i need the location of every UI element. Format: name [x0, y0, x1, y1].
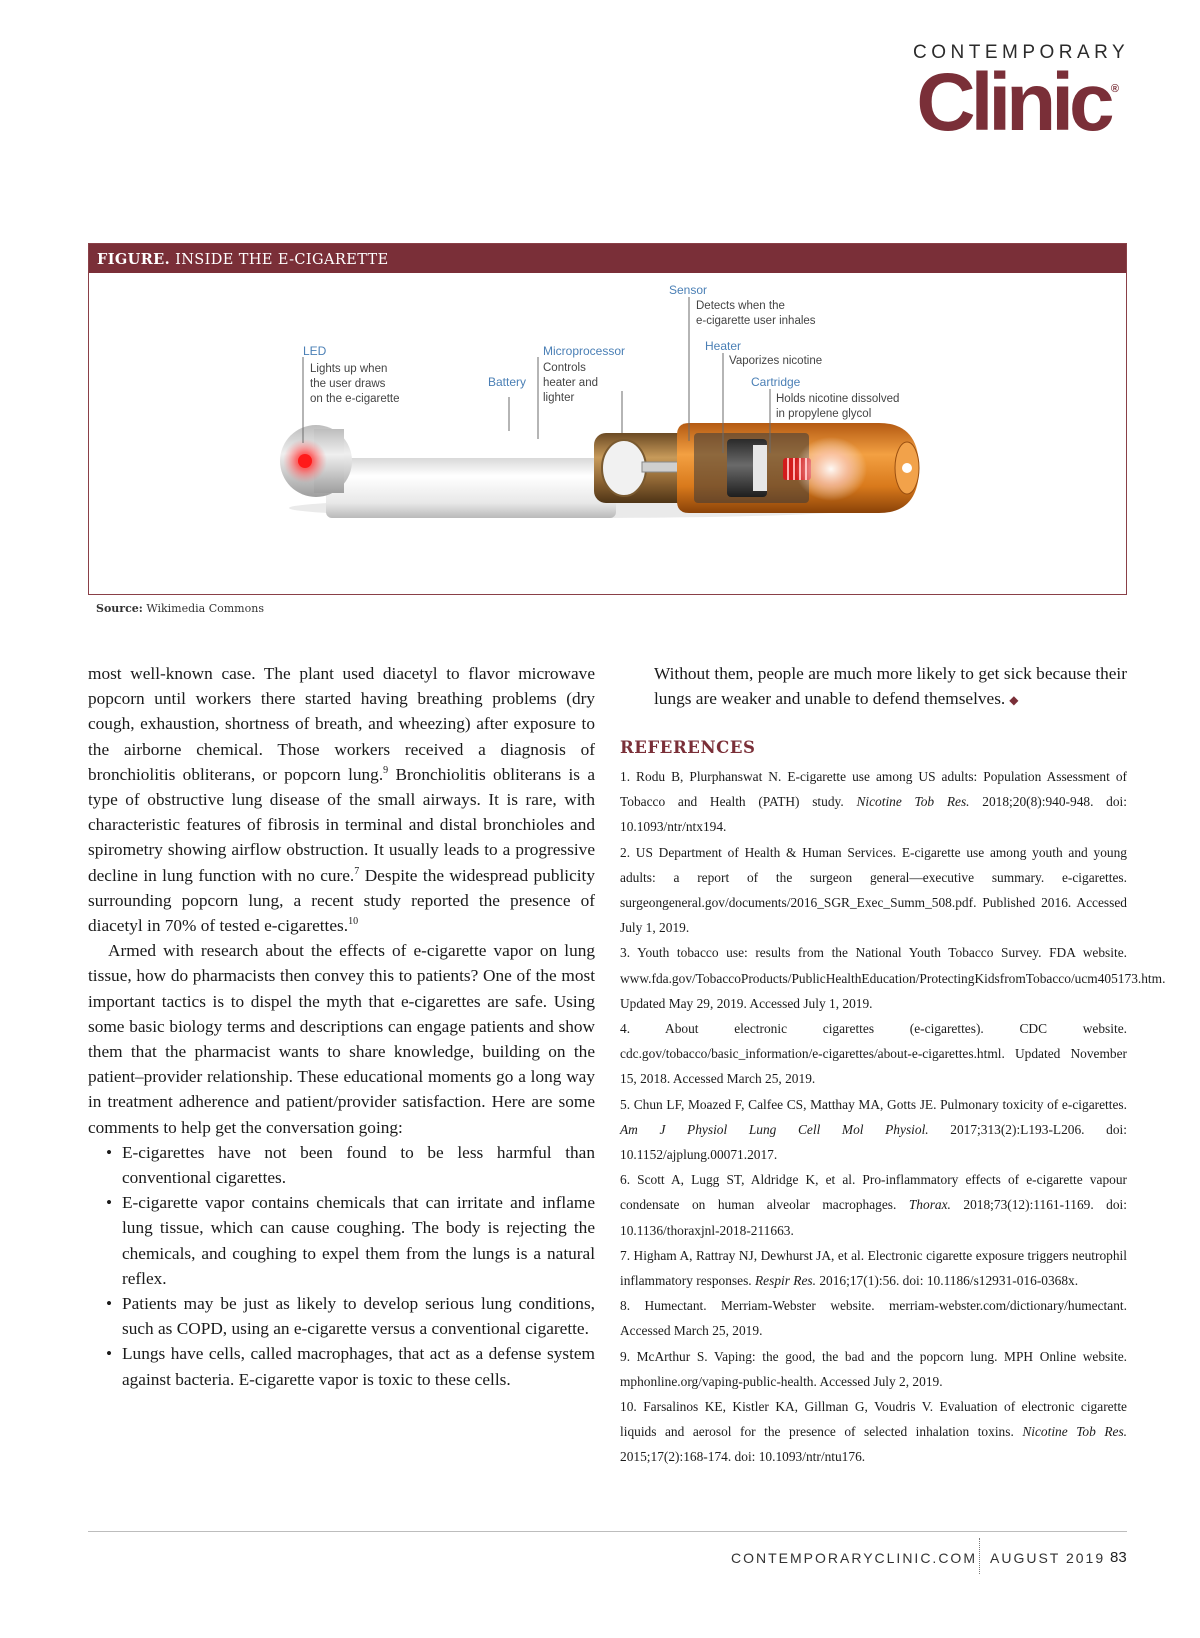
source-label: Source:: [96, 602, 143, 615]
paragraph-text-a: most well-known case. The plant used diacetyl to flavor microwave popcorn until workers there started having breathing problems (dry cough, exhaustion, shortness of breath, and wheezing) after exposure to the airborne chemical. Those workers received a diagnosis of bronchiolitis obliterans, or popcorn lung.: [88, 664, 595, 784]
microprocessor-disc: [602, 440, 646, 496]
mouthpiece-hole: [902, 463, 912, 473]
reference-item: [620, 1243, 1127, 1293]
cartridge-label: Cartridge: [751, 375, 801, 389]
masthead-brand-text: Clinic: [916, 57, 1110, 148]
white-body-tube: [326, 458, 616, 518]
reference-item: [620, 1394, 1127, 1470]
figure-source: [96, 602, 264, 615]
left-column: [88, 661, 595, 1392]
masthead-top-word: CONTEMPORARY: [913, 42, 1130, 63]
bullet-continuation: [620, 661, 1127, 713]
reference-item: [620, 940, 1166, 1016]
reference-journal: Thorax.: [908, 1197, 951, 1213]
reference-text: 2018;20(8):940-948. doi: 10.1093/ntr/ntx194.: [620, 794, 1127, 835]
sensor-desc-line-2: e-cigarette user inhales: [696, 315, 816, 327]
reference-superscript: 9: [383, 765, 389, 777]
paragraph-popcorn-lung: [88, 661, 595, 938]
reference-superscript: 7: [354, 865, 360, 877]
ecigarette-illustration: [280, 423, 919, 518]
list-item: • Lungs have cells, called macrophages, that act as a defense system against bacteria. E-cigarette vapor is toxic to these cells.: [88, 1341, 595, 1391]
led-dot: [298, 454, 312, 468]
reference-text: 2017;313(2):L193-L206. doi: 10.1152/ajplung.00071.2017.: [620, 1121, 1127, 1163]
figure-title: INSIDE THE E-CIGARETTE: [175, 252, 389, 268]
reference-journal: Am J Physiol Lung Cell Mol Physiol.: [620, 1121, 929, 1137]
source-value: Wikimedia Commons: [146, 602, 264, 615]
reference-text: 5. Chun LF, Moazed F, Calfee CS, Matthay MA, Gotts JE. Pulmonary toxicity of e-cigarettes.: [620, 1096, 1127, 1112]
reference-text: 2018;73(12):1161-1169. doi: 10.1136/thoraxjnl-2018-211663.: [620, 1197, 1128, 1238]
reference-item: [620, 764, 1127, 840]
right-column: [620, 661, 1127, 713]
battery-label: Battery: [488, 375, 527, 389]
footer-issue-date: AUGUST 2019: [990, 1550, 1106, 1566]
reference-text: 9. McArthur S. Vaping: the good, the bad and the popcorn lung. MPH Online website. mphonline.org/vaping-public-health. Accessed July 2, 2019.: [620, 1348, 1127, 1389]
reference-item: [620, 1016, 1127, 1092]
sensor-label: Sensor: [669, 283, 708, 297]
list-item: • E-cigarettes have not been found to be less harmful than conventional cigarettes.: [88, 1140, 595, 1190]
masthead-logo: [913, 42, 1130, 148]
led-label: LED: [303, 344, 327, 358]
reference-journal: Respir Res.: [755, 1273, 816, 1289]
reference-text: 3. Youth tobacco use: results from the National Youth Tobacco Survey. FDA website. www.fda.gov/TobaccoProducts/PublicHealthEducation/ProtectingKidsfromTobacco/ucm405173.htm. Updated May 29, 2019. Accessed July 1, 2019.: [620, 945, 1166, 1011]
led-desc-line-2: the user draws: [310, 378, 386, 390]
figure-title-bar: [89, 244, 1126, 273]
paragraph-pharmacists: Armed with research about the effects of e-cigarette vapor on lung tissue, how do pharmacists then convey this to patients? One of the most important tactics is to dispel the myth that e-cigarettes are safe. Using some basic biology terms and descriptions can engage patients and show them that the pharmacist wants to share knowledge, building on the patient–provider relationship. These educational moments go a long way in treatment adherence and patient/provider satisfaction. Here are some comments to help get the conversation going:: [88, 941, 595, 1137]
list-item: • Patients may be just as likely to develop serious lung conditions, such as COPD, using an e-cigarette versus a conventional cigarette.: [88, 1291, 595, 1341]
continuation-text: Without them, people are much more likely to get sick because their lungs are weaker and unable to defend themselves.: [654, 664, 1127, 709]
heater-label: Heater: [705, 339, 742, 353]
led-desc-line-1: Lights up when: [310, 363, 388, 375]
microprocessor-desc-line-1: Controls: [543, 362, 586, 374]
figure-box: [88, 243, 1127, 595]
reference-superscript: 10: [348, 916, 359, 928]
footer-separator: [979, 1538, 980, 1574]
heater-desc: Vaporizes nicotine: [729, 355, 823, 367]
registered-mark: ®: [1110, 83, 1119, 95]
sensor-desc-line-1: Detects when the: [696, 300, 785, 312]
reference-journal: Nicotine Tob Res.: [1022, 1424, 1127, 1440]
sensor-plate: [753, 445, 767, 491]
reference-journal: Nicotine Tob Res.: [856, 794, 970, 810]
references-list: [620, 764, 1166, 1470]
microprocessor-desc-line-3: lighter: [543, 392, 575, 404]
microprocessor-desc-line-2: heater and: [543, 377, 598, 389]
references-heading: REFERENCES: [620, 738, 756, 757]
cartridge-desc-line-1: Holds nicotine dissolved: [776, 393, 900, 405]
reference-item: [620, 1092, 1127, 1168]
reference-text: 2016;17(1):56. doi: 10.1186/s12931-016-0368x.: [816, 1273, 1079, 1289]
paragraph-text-b: Bronchiolitis obliterans is a type of obstructive lung disease of the small airways. It is rare, with characteristic features of fibrosis in terminal and distal bronchioles and spirometry showing airflow obstruction. It usually leads to a progressive decline in lung function with no cure.: [88, 764, 595, 885]
end-diamond-icon: ◆: [1009, 693, 1019, 708]
page-number: 83: [1110, 1549, 1127, 1566]
reference-text: 4. About electronic cigarettes (e-cigarettes). CDC website. cdc.gov/tobacco/basic_information/e-cigarettes/about-e-cigarettes.html. Updated November 15, 2018. Accessed March 25, 2019.: [620, 1021, 1127, 1087]
reference-item: [620, 1167, 1127, 1243]
footer-website: CONTEMPORARYCLINIC.COM: [731, 1550, 977, 1566]
footer-divider: [88, 1531, 1127, 1532]
ecigarette-diagram: [89, 273, 1126, 594]
reference-text: 8. Humectant. Merriam-Webster website. merriam-webster.com/dictionary/humectant. Accessed March 25, 2019.: [620, 1298, 1127, 1339]
reference-item: [620, 840, 1127, 941]
masthead-brand: [913, 57, 1119, 148]
vapor-glow: [795, 437, 867, 501]
reference-text: 2015;17(2):168-174. doi: 10.1093/ntr/ntu176.: [620, 1449, 866, 1465]
paragraph-text-c: Despite the widespread publicity surrounding popcorn lung, a recent study reported the presence of diacetyl in 70% of tested e-cigarettes.: [88, 865, 595, 936]
reference-text: 7. Higham A, Rattray NJ, Dewhurst JA, et al. Electronic cigarette exposure triggers neutrophil inflammatory responses.: [620, 1247, 1127, 1289]
reference-text: 2. US Department of Health & Human Services. E-cigarette use among youth and young adults: a report of the surgeon general—executive summary. e-cigarettes. surgeongeneral.gov/documents/2016_SGR_Exec_Summ_508.pdf. Published 2016. Accessed July 1, 2019.: [620, 844, 1127, 936]
talking-points-list: [88, 1140, 595, 1392]
reference-item: [620, 1293, 1127, 1343]
cartridge-desc-line-2: in propylene glycol: [776, 408, 872, 420]
reference-text: 6. Scott A, Lugg ST, Aldridge K, et al. Pro-inflammatory effects of e-cigarette vapour condensate on human alveolar macrophages.: [620, 1172, 1127, 1213]
microprocessor-label: Microprocessor: [543, 344, 626, 358]
figure-label: FIGURE.: [97, 251, 171, 268]
reference-text: 1. Rodu B, Plurphanswat N. E-cigarette use among US adults: Population Assessment of Tobacco and Health (PATH) study.: [620, 769, 1127, 810]
led-desc-line-3: on the e-cigarette: [310, 393, 400, 405]
reference-text: 10. Farsalinos KE, Kistler KA, Gillman G, Voudris V. Evaluation of electronic cigarette liquids and aerosol for the presence of selected inhalation toxins.: [620, 1399, 1127, 1440]
list-item: • E-cigarette vapor contains chemicals that can irritate and inflame lung tissue, which can cause coughing. The body is rejecting the chemicals, and coughing to expel them from the lungs is a natural reflex.: [88, 1190, 595, 1291]
reference-item: [620, 1344, 1127, 1394]
